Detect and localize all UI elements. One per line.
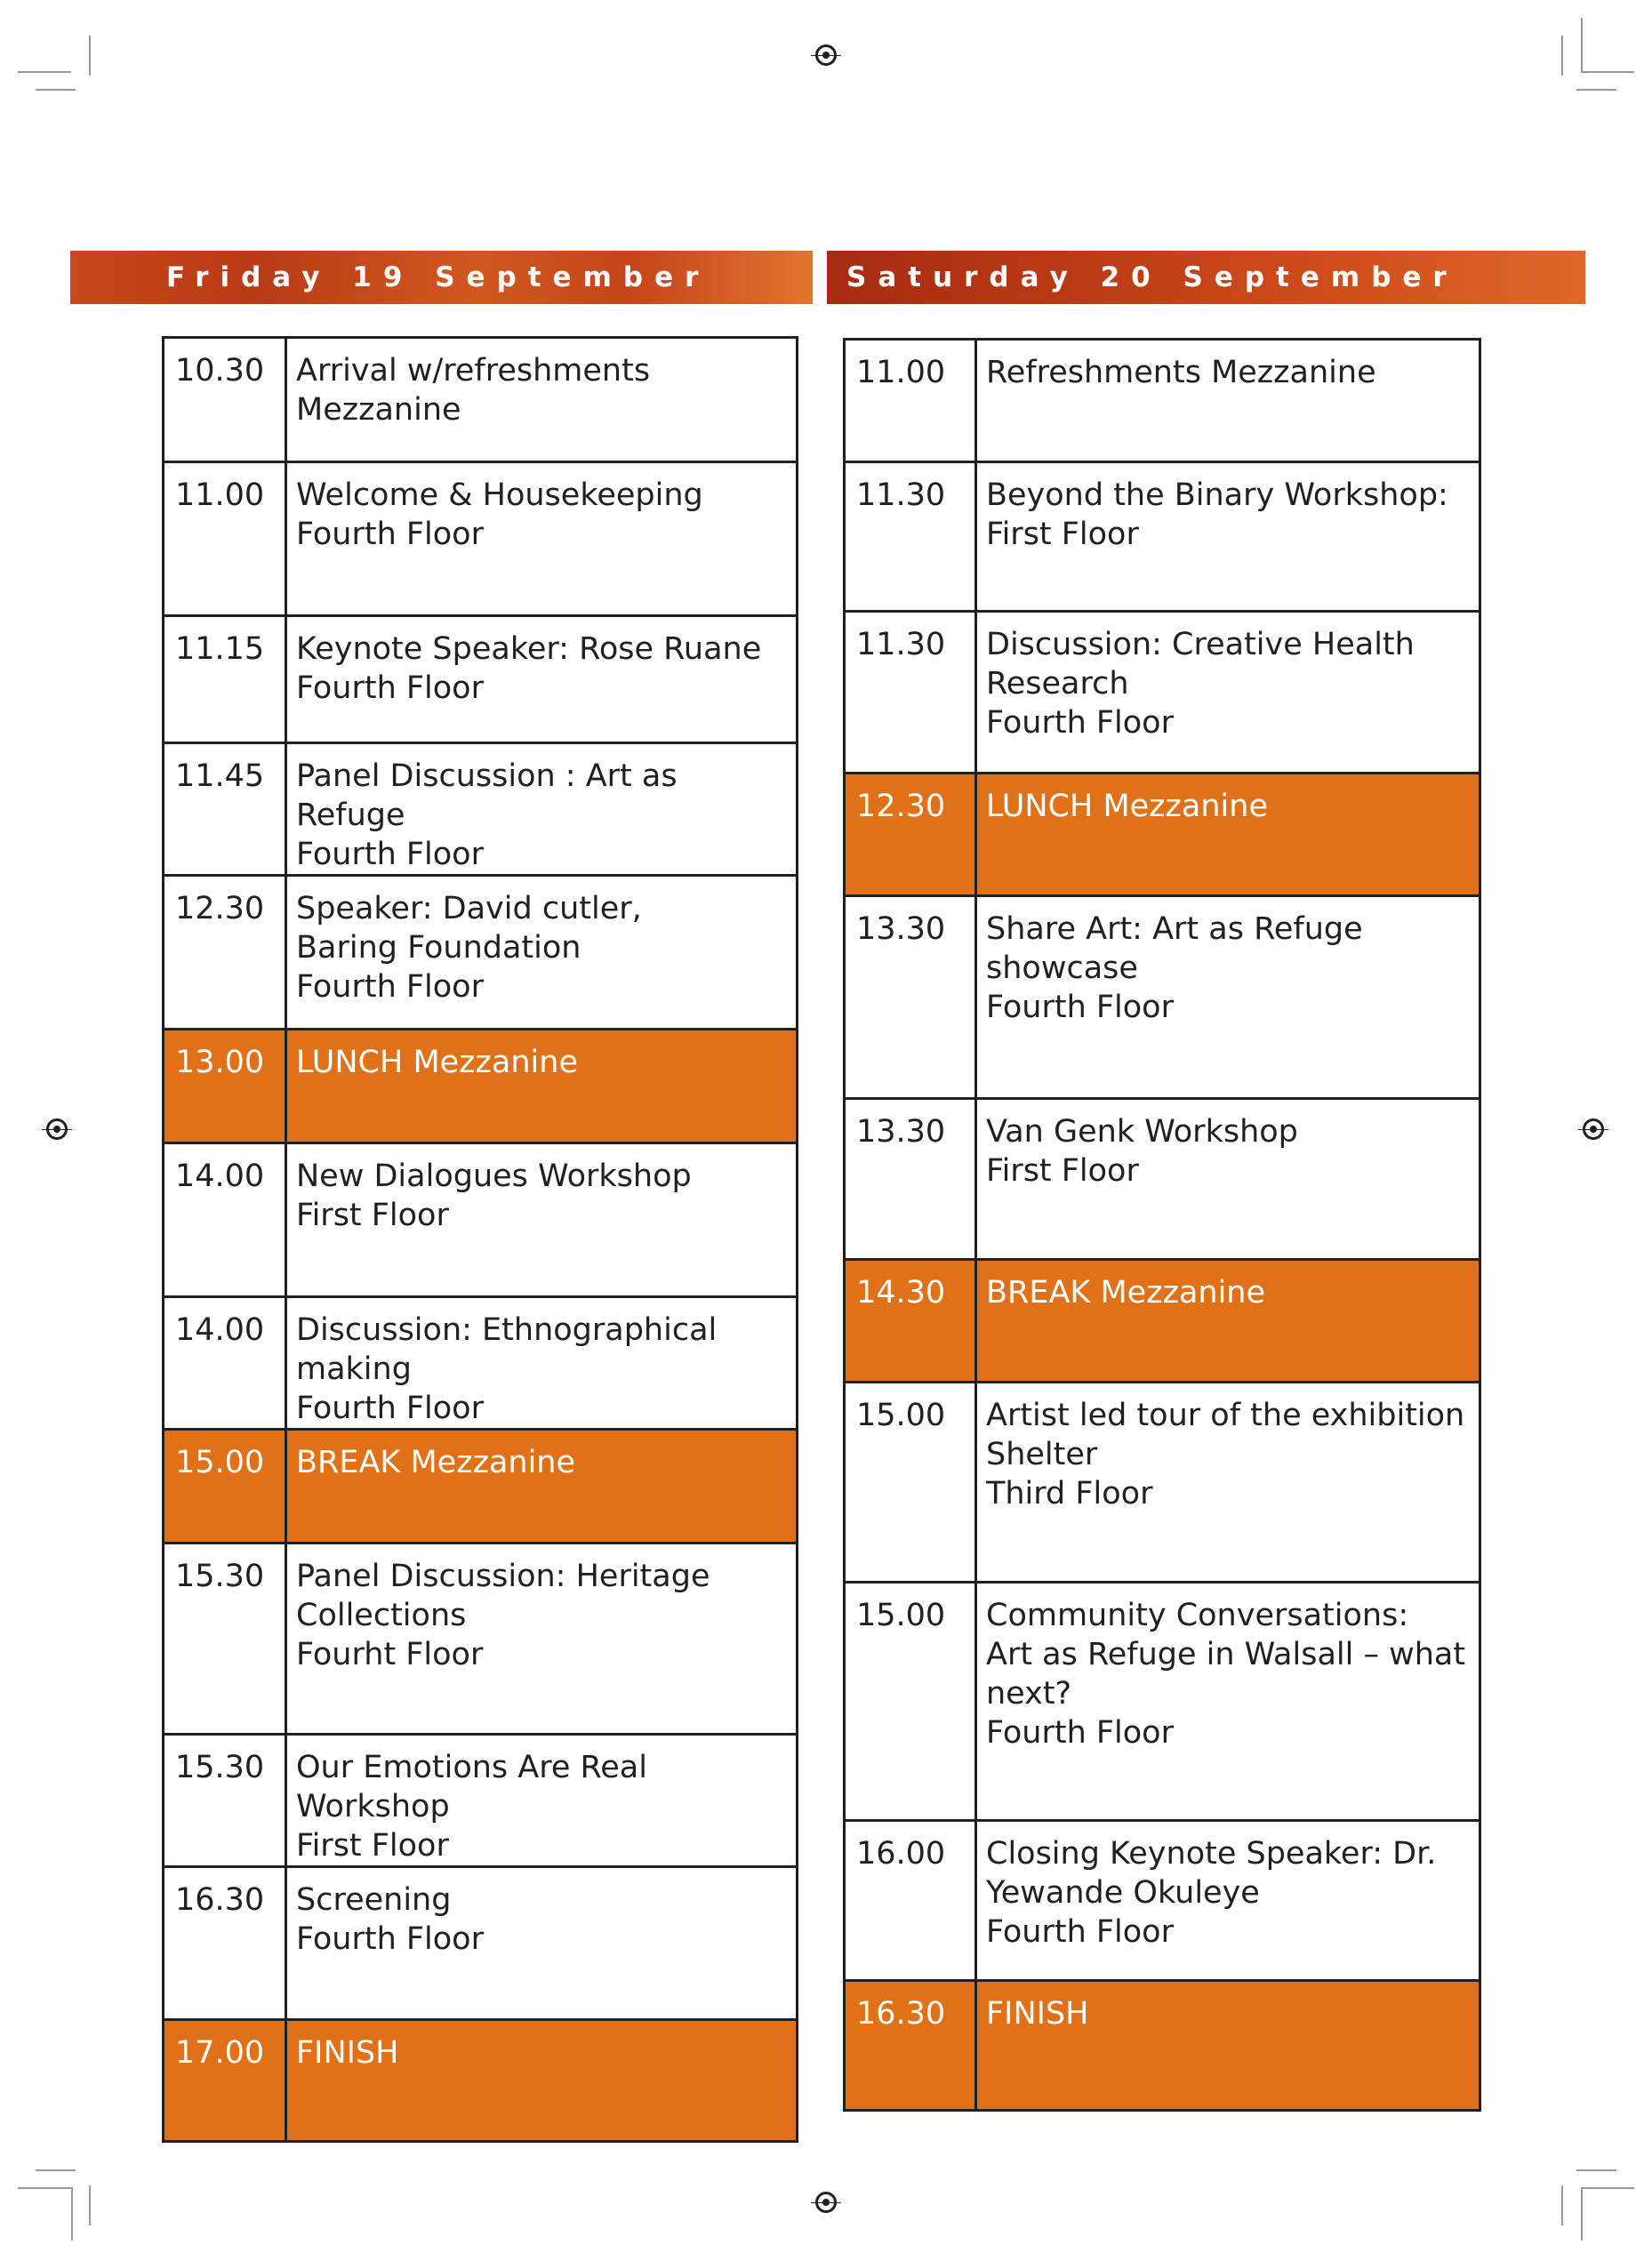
time-cell xyxy=(845,1981,976,2111)
session-time: 11.00 xyxy=(175,477,265,513)
session-time: 15.00 xyxy=(856,1398,946,1433)
friday-schedule-row xyxy=(164,743,798,876)
crop-mark xyxy=(1581,18,1583,71)
time-cell xyxy=(845,1821,976,1981)
time-cell xyxy=(845,462,976,612)
friday-schedule-row xyxy=(164,338,798,462)
session-description: LUNCH Mezzanine xyxy=(986,789,1268,824)
saturday-schedule-table xyxy=(843,338,1481,2112)
session-time: 14.00 xyxy=(175,1159,265,1194)
crop-mark xyxy=(1576,89,1616,91)
session-time: 16.30 xyxy=(856,1996,946,2032)
saturday-schedule-row xyxy=(845,340,1480,462)
description-cell xyxy=(976,462,1480,612)
time-cell xyxy=(164,1030,286,1143)
saturday-schedule-row xyxy=(845,896,1480,1099)
description-cell xyxy=(976,1981,1480,2111)
session-description: FINISH xyxy=(296,2035,399,2071)
time-cell xyxy=(164,1143,286,1297)
crop-mark xyxy=(89,2185,91,2225)
session-time: 17.00 xyxy=(175,2035,265,2071)
session-description: Panel Discussion: Heritage Collections Fourht Floor xyxy=(296,1559,710,1672)
time-cell xyxy=(845,896,976,1099)
session-description: Van Genk Workshop First Floor xyxy=(986,1114,1298,1189)
time-cell xyxy=(164,2020,286,2142)
session-time: 14.30 xyxy=(856,1275,946,1311)
friday-schedule-row xyxy=(164,1143,798,1297)
saturday-schedule-row xyxy=(845,1099,1480,1260)
crop-mark xyxy=(71,2187,73,2241)
description-cell xyxy=(286,1430,798,1543)
session-time: 15.30 xyxy=(175,1559,265,1594)
session-description: Discussion: Creative Health Research Fourth Floor xyxy=(986,627,1415,741)
description-cell xyxy=(286,2020,798,2142)
session-time: 11.30 xyxy=(856,477,946,513)
session-description: Panel Discussion : Art as Refuge Fourth Floor xyxy=(296,758,678,872)
description-cell xyxy=(976,1260,1480,1383)
session-time: 11.30 xyxy=(856,627,946,662)
description-cell xyxy=(286,1867,798,2020)
time-cell xyxy=(164,1430,286,1543)
description-cell xyxy=(976,774,1480,896)
session-time: 15.30 xyxy=(175,1750,265,1785)
session-description: Closing Keynote Speaker: Dr. Yewande Okuleye Fourth Floor xyxy=(986,1836,1437,1950)
registration-mark-left xyxy=(46,1118,68,1140)
session-description: Speaker: David cutler, Baring Foundation Fourth Floor xyxy=(296,891,642,1005)
session-time: 11.00 xyxy=(856,355,946,390)
crop-mark xyxy=(1576,2169,1616,2171)
crop-mark xyxy=(36,89,76,91)
session-time: 13.30 xyxy=(856,1114,946,1150)
session-description: Arrival w/refreshments Mezzanine xyxy=(296,353,651,428)
description-cell xyxy=(286,876,798,1030)
session-description: Our Emotions Are Real Workshop First Floor xyxy=(296,1750,647,1864)
session-time: 12.30 xyxy=(856,789,946,824)
time-cell xyxy=(164,876,286,1030)
description-cell xyxy=(286,743,798,876)
session-time: 16.00 xyxy=(856,1836,946,1872)
time-cell xyxy=(164,616,286,743)
time-cell xyxy=(845,340,976,462)
crop-mark xyxy=(36,2169,76,2171)
crop-mark xyxy=(89,36,91,76)
crop-mark xyxy=(18,71,71,73)
friday-banner: Friday 19 September xyxy=(70,251,813,304)
session-time: 13.30 xyxy=(856,911,946,947)
time-cell xyxy=(164,743,286,876)
saturday-schedule-row xyxy=(845,774,1480,896)
time-cell xyxy=(845,1383,976,1583)
crop-mark xyxy=(1581,2187,1583,2241)
session-time: 15.00 xyxy=(856,1598,946,1633)
time-cell xyxy=(845,1260,976,1383)
saturday-schedule-row xyxy=(845,462,1480,612)
description-cell xyxy=(286,462,798,616)
session-time: 14.00 xyxy=(175,1312,265,1348)
session-description: Community Conversations: Art as Refuge in Walsall – what next? Fourth Floor xyxy=(986,1598,1466,1751)
registration-mark-bottom xyxy=(815,2192,837,2213)
time-cell xyxy=(164,338,286,462)
time-cell xyxy=(164,1735,286,1867)
crop-mark xyxy=(1581,71,1634,73)
session-description: Screening Fourth Floor xyxy=(296,1882,484,1957)
session-description: Beyond the Binary Workshop: First Floor xyxy=(986,477,1448,552)
crop-mark xyxy=(18,2187,71,2189)
session-time: 15.00 xyxy=(175,1445,265,1480)
saturday-schedule-row xyxy=(845,612,1480,774)
description-cell xyxy=(976,1099,1480,1260)
session-time: 11.15 xyxy=(175,631,265,667)
session-time: 11.45 xyxy=(175,758,265,794)
registration-mark-right xyxy=(1583,1118,1604,1140)
description-cell xyxy=(286,1030,798,1143)
time-cell xyxy=(845,1583,976,1821)
description-cell xyxy=(976,896,1480,1099)
session-description: Artist led tour of the exhibition Shelter Third Floor xyxy=(986,1398,1465,1511)
saturday-schedule-row xyxy=(845,1981,1480,2111)
session-time: 16.30 xyxy=(175,1882,265,1918)
friday-schedule-row xyxy=(164,1735,798,1867)
friday-schedule-row xyxy=(164,616,798,743)
session-description: FINISH xyxy=(986,1996,1089,2032)
friday-schedule-row xyxy=(164,1867,798,2020)
description-cell xyxy=(976,1383,1480,1583)
session-description: Welcome & Housekeeping Fourth Floor xyxy=(296,477,703,552)
time-cell xyxy=(845,612,976,774)
description-cell xyxy=(286,1735,798,1867)
session-description: Share Art: Art as Refuge showcase Fourth Floor xyxy=(986,911,1363,1025)
description-cell xyxy=(286,1143,798,1297)
time-cell xyxy=(845,774,976,896)
saturday-schedule-row xyxy=(845,1821,1480,1981)
description-cell xyxy=(286,1543,798,1735)
friday-schedule-row xyxy=(164,2020,798,2142)
session-description: Discussion: Ethnographical making Fourth Floor xyxy=(296,1312,718,1426)
description-cell xyxy=(286,616,798,743)
friday-schedule-row xyxy=(164,1543,798,1735)
session-description: New Dialogues Workshop First Floor xyxy=(296,1159,692,1233)
session-time: 12.30 xyxy=(175,891,265,926)
session-description: BREAK Mezzanine xyxy=(296,1445,576,1480)
saturday-schedule-row xyxy=(845,1383,1480,1583)
session-description: Refreshments Mezzanine xyxy=(986,355,1376,390)
description-cell xyxy=(976,1583,1480,1821)
crop-mark xyxy=(1561,2185,1563,2225)
friday-schedule-row xyxy=(164,462,798,616)
saturday-schedule-row xyxy=(845,1260,1480,1383)
time-cell xyxy=(164,1297,286,1430)
session-time: 13.00 xyxy=(175,1045,265,1080)
friday-schedule-row xyxy=(164,1297,798,1430)
crop-mark xyxy=(1561,36,1563,76)
registration-mark-top xyxy=(815,44,837,66)
session-description: Keynote Speaker: Rose Ruane Fourth Floor xyxy=(296,631,762,706)
session-time: 10.30 xyxy=(175,353,265,389)
time-cell xyxy=(164,1867,286,2020)
session-description: BREAK Mezzanine xyxy=(986,1275,1266,1311)
description-cell xyxy=(976,612,1480,774)
description-cell xyxy=(976,340,1480,462)
saturday-schedule-row xyxy=(845,1583,1480,1821)
time-cell xyxy=(164,462,286,616)
description-cell xyxy=(286,338,798,462)
time-cell xyxy=(164,1543,286,1735)
friday-schedule-row xyxy=(164,876,798,1030)
friday-schedule-table xyxy=(162,336,798,2143)
crop-mark xyxy=(1581,2187,1634,2189)
saturday-banner: Saturday 20 September xyxy=(827,251,1585,304)
friday-schedule-row xyxy=(164,1430,798,1543)
session-description: LUNCH Mezzanine xyxy=(296,1045,578,1080)
description-cell xyxy=(976,1821,1480,1981)
description-cell xyxy=(286,1297,798,1430)
time-cell xyxy=(845,1099,976,1260)
friday-schedule-row xyxy=(164,1030,798,1143)
